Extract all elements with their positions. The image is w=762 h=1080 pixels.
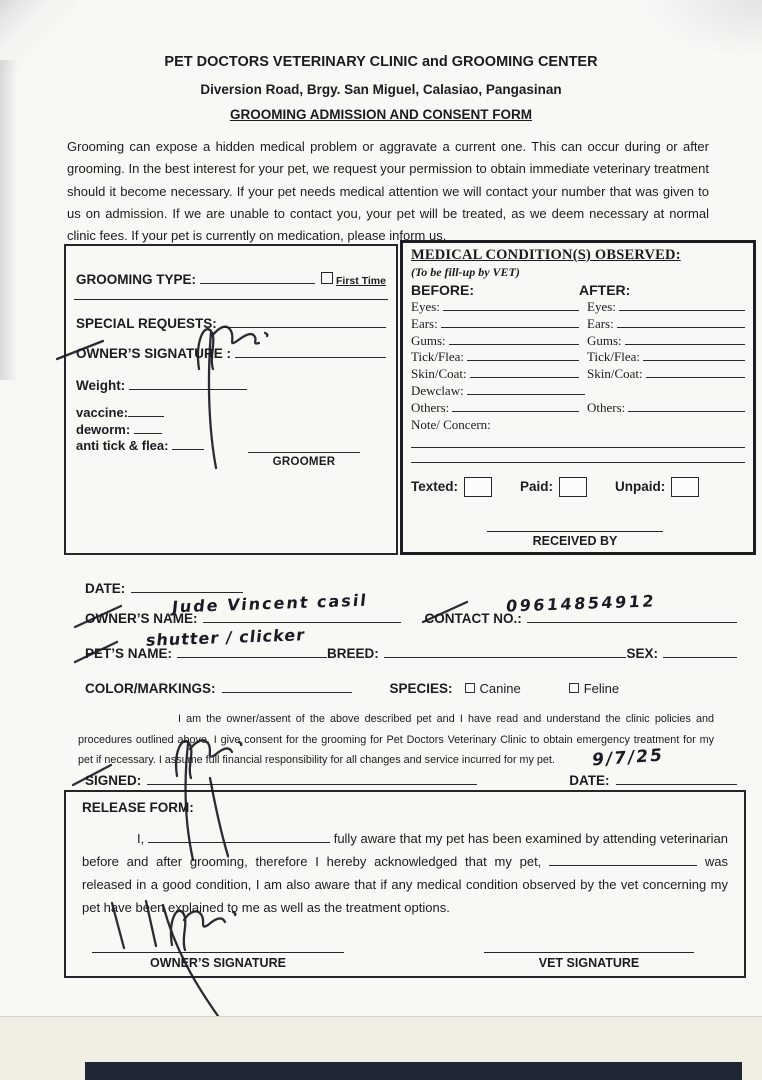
medical-field-blank[interactable] xyxy=(470,365,579,378)
scan-artifact-bar xyxy=(85,1062,742,1080)
consent-date-label: DATE: xyxy=(569,773,610,788)
contact-no-handwriting: 09614854912 xyxy=(505,591,657,616)
pet-name-handwriting: shutter / clicker xyxy=(145,625,307,650)
grooming-type-blank[interactable] xyxy=(200,270,315,284)
clinic-name: PET DOCTORS VETERINARY CLINIC and GROOMING CENTER xyxy=(164,54,598,70)
medical-field-blank[interactable] xyxy=(628,399,745,412)
groomer-label: GROOMER xyxy=(272,456,336,468)
owner-signature-blank[interactable] xyxy=(235,344,386,358)
grooming-type-label: GROOMING TYPE: xyxy=(76,272,197,287)
release-text: was released in a good condition, I am also aware that if any medical condition observed by the vet concerning my pet have been explained to me as well as the treatment options. xyxy=(82,854,728,915)
medical-title: MEDICAL CONDITION(S) OBSERVED: xyxy=(411,247,681,263)
field-label: Ears: xyxy=(411,315,438,331)
medical-field-blank[interactable] xyxy=(449,332,579,345)
breed-label: BREED: xyxy=(327,646,379,661)
date-handwriting: 9/7/25 xyxy=(591,745,665,771)
owner-signature-label: OWNER’S SIGNATURE : xyxy=(76,346,231,361)
note-line[interactable] xyxy=(411,447,745,448)
medical-field-blank[interactable] xyxy=(443,298,579,311)
field-label: Tick/Flea: xyxy=(587,349,640,365)
after-label: AFTER: xyxy=(579,282,631,298)
medical-field-blank[interactable] xyxy=(643,348,745,361)
medical-field-blank[interactable] xyxy=(625,332,745,345)
vet-signature-caption: VET SIGNATURE xyxy=(538,956,640,970)
note-line[interactable] xyxy=(411,462,745,463)
date-label: DATE: xyxy=(85,581,126,596)
groomer-signature-line[interactable] xyxy=(248,442,360,453)
pet-name-label: PET’S NAME: xyxy=(85,646,173,661)
consent-date-blank[interactable] xyxy=(616,770,737,785)
feline-label: Feline xyxy=(583,681,620,696)
field-label: Eyes: xyxy=(587,299,616,314)
received-by-label: RECEIVED BY xyxy=(532,534,618,548)
sex-label: SEX: xyxy=(626,646,658,661)
unpaid-checkbox[interactable] xyxy=(671,477,699,497)
vaccine-blank[interactable] xyxy=(128,405,164,417)
divider-line xyxy=(74,299,388,300)
intro-paragraph: Grooming can expose a hidden medical problem or aggravate a current one. This can occur during or after grooming. In the best interest for your pet, we request your permission to obtain immediate veterinary treatment should it become necessary. If your pet needs medical attention we will contact your number that was given to us on admission. If we are unable to contact you, your pet will be treated, as we deem necessary at normal clinic fees. If your pet is currently on medication, please inform us. xyxy=(67,139,709,244)
field-label: Skin/Coat: xyxy=(587,366,643,382)
release-name-blank[interactable] xyxy=(148,830,330,843)
release-paragraph xyxy=(82,827,728,919)
anti-tick-flea-label: anti tick & flea: xyxy=(76,438,169,453)
deworm-blank[interactable] xyxy=(134,422,162,434)
medical-conditions-box xyxy=(400,240,756,555)
sex-blank[interactable] xyxy=(663,643,737,658)
texted-label: Texted: xyxy=(411,479,459,495)
release-form-box xyxy=(64,790,746,978)
field-label: Ears: xyxy=(587,315,614,331)
owner-name-label: OWNER’S NAME: xyxy=(85,611,198,626)
medical-field-blank[interactable] xyxy=(452,399,579,412)
anti-tick-flea-blank[interactable] xyxy=(172,438,204,450)
medical-subtitle: (To be fill-up by VET) xyxy=(411,265,520,279)
note-concern-label: Note/ Concern: xyxy=(411,416,491,432)
medical-field-blank[interactable] xyxy=(646,365,745,378)
canine-checkbox[interactable] xyxy=(465,683,475,693)
field-label: Eyes: xyxy=(411,299,440,314)
field-label: Gums: xyxy=(411,332,446,348)
consent-paragraph: I am the owner/assent of the above described pet and I have read and understand the clinic policies and procedures outlined above. I give consent for the grooming for Pet Doctors Veterinary Clinic to obtain emergency treatment for my pet if necessary. I assume full financial responsibility for all changes and service incurred for my pet. xyxy=(78,713,714,766)
release-text: I, xyxy=(137,831,145,846)
color-markings-blank[interactable] xyxy=(222,678,352,693)
release-form-title: RELEASE FORM: xyxy=(82,800,194,815)
signed-blank[interactable] xyxy=(147,770,477,785)
medical-field-blank[interactable] xyxy=(467,348,579,361)
medical-field-blank[interactable] xyxy=(467,382,585,395)
clinic-address: Diversion Road, Brgy. San Miguel, Calasiao, Pangasinan xyxy=(200,82,562,97)
contact-no-label: CONTACT NO.: xyxy=(424,611,522,626)
before-label: BEFORE: xyxy=(411,282,474,298)
first-time-checkbox[interactable] xyxy=(321,272,333,284)
form-title: GROOMING ADMISSION AND CONSENT FORM xyxy=(230,107,532,122)
texted-checkbox[interactable] xyxy=(464,477,492,497)
first-time-label: First Time xyxy=(336,275,386,287)
paid-checkbox[interactable] xyxy=(559,477,587,497)
canine-label: Canine xyxy=(479,681,521,696)
medical-field-blank[interactable] xyxy=(441,315,579,328)
field-label: Gums: xyxy=(587,332,622,348)
paid-label: Paid: xyxy=(520,479,554,495)
field-label: Skin/Coat: xyxy=(411,366,467,382)
feline-checkbox[interactable] xyxy=(569,683,579,693)
medical-field-blank[interactable] xyxy=(619,298,745,311)
vaccine-label: vaccine: xyxy=(76,405,129,420)
deworm-label: deworm: xyxy=(76,421,131,437)
signed-label: SIGNED: xyxy=(85,773,142,788)
field-label: Dewclaw: xyxy=(411,382,464,398)
field-label: Tick/Flea: xyxy=(411,349,464,365)
weight-blank[interactable] xyxy=(129,376,247,390)
vet-signature-line[interactable] xyxy=(484,942,694,953)
owner-signature-line[interactable] xyxy=(92,942,344,953)
breed-blank[interactable] xyxy=(384,643,627,658)
special-requests-label: SPECIAL REQUESTS: xyxy=(76,316,217,331)
scan-smudge xyxy=(642,0,762,60)
color-markings-label: COLOR/MARKINGS: xyxy=(85,681,216,696)
release-pet-blank[interactable] xyxy=(549,853,697,866)
field-label: Others: xyxy=(587,399,626,415)
unpaid-label: Unpaid: xyxy=(615,479,666,495)
grooming-box xyxy=(64,244,398,555)
date-blank[interactable] xyxy=(131,578,243,593)
owner-signature-caption: OWNER’S SIGNATURE xyxy=(150,956,286,970)
received-by-line[interactable] xyxy=(487,521,663,532)
weight-label: Weight: xyxy=(76,378,126,393)
owner-name-handwriting: Jude Vincent casil xyxy=(171,590,369,617)
medical-field-blank[interactable] xyxy=(617,315,745,328)
field-label: Others: xyxy=(411,399,450,415)
species-label: SPECIES: xyxy=(389,681,453,696)
release-text: fully aware that my pet has been examined by attending veterinarian before and after grooming, therefore I hereby acknowledged that my pet, xyxy=(82,831,728,869)
special-requests-blank[interactable] xyxy=(221,314,386,328)
